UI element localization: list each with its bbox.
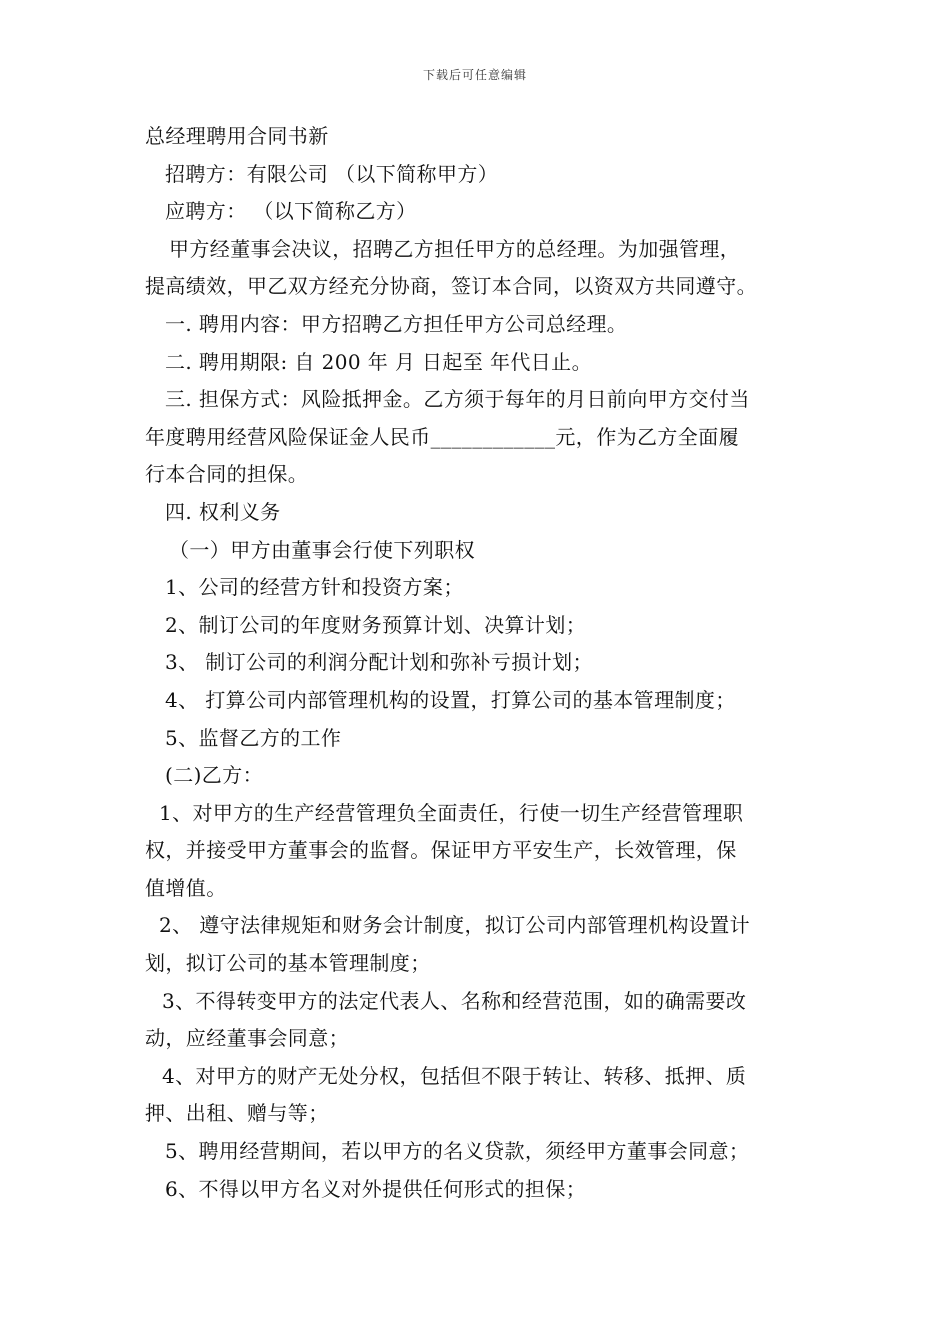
- list-item: 3、不得转变甲方的法定代表人、名称和经营范围，如的确需要改: [162, 988, 747, 1013]
- list-item: 值增值。: [145, 875, 227, 900]
- list-item: 4、对甲方的财产无处分权，包括但不限于转让、转移、抵押、质: [162, 1063, 747, 1088]
- list-item: 权，并接受甲方董事会的监督。保证甲方平安生产，长效管理，保: [145, 838, 737, 863]
- list-item: 1、对甲方的生产经营管理负全面责任，行使一切生产经营管理职: [159, 800, 744, 825]
- list-item: 2、 遵守法律规矩和财务会计制度，拟订公司内部管理机构设置计: [159, 913, 751, 938]
- preamble-line: 提高绩效，甲乙双方经充分协商，签订本合同，以资双方共同遵守。: [145, 274, 757, 299]
- clause-4-heading: 四. 权利义务: [165, 499, 281, 524]
- clause-3-line: 三. 担保方式：风险抵押金。乙方须于每年的月日前向甲方交付当: [165, 387, 750, 412]
- employer-line: 招聘方：有限公司 （以下简称甲方）: [165, 161, 499, 186]
- preamble-line: 甲方经董事会决议，招聘乙方担任甲方的总经理。为加强管理，: [169, 236, 741, 261]
- list-item: 3、 制订公司的利润分配计划和弥补亏损计划；: [165, 650, 593, 675]
- list-item: 押、出租、赠与等；: [145, 1101, 329, 1126]
- list-item: 2、制订公司的年度财务预算计划、决算计划；: [165, 612, 587, 637]
- section-b-heading: (二)乙方：: [165, 763, 264, 788]
- list-item: 动，应经董事会同意；: [145, 1026, 349, 1051]
- clause-2-line: 二. 聘用期限: 自 200 年 月 日起至 年代日止。: [165, 349, 592, 374]
- section-a-heading: （一）甲方由董事会行使下列职权: [169, 537, 475, 562]
- list-item: 5、监督乙方的工作: [165, 725, 342, 750]
- page-header: 下载后可任意编辑: [422, 68, 527, 82]
- list-item: 6、不得以甲方名义对外提供任何形式的担保；: [165, 1176, 587, 1201]
- list-item: 5、聘用经营期间，若以甲方的名义贷款，须经甲方董事会同意；: [165, 1139, 750, 1164]
- list-item: 1、公司的经营方针和投资方案；: [165, 575, 464, 600]
- clause-3-line: 年度聘用经营风险保证金人民币____________元，作为乙方全面履: [145, 424, 739, 449]
- clause-3-line: 行本合同的担保。: [145, 462, 309, 487]
- list-item: 4、 打算公司内部管理机构的设置，打算公司的基本管理制度；: [165, 687, 736, 712]
- contract-body: [145, 118, 815, 1208]
- document-title: 总经理聘用合同书新: [145, 124, 329, 148]
- list-item: 划，拟订公司的基本管理制度；: [145, 951, 431, 976]
- clause-1-line: 一. 聘用内容：甲方招聘乙方担任甲方公司总经理。: [165, 311, 628, 336]
- employee-line: 应聘方： （以下简称乙方）: [165, 199, 417, 224]
